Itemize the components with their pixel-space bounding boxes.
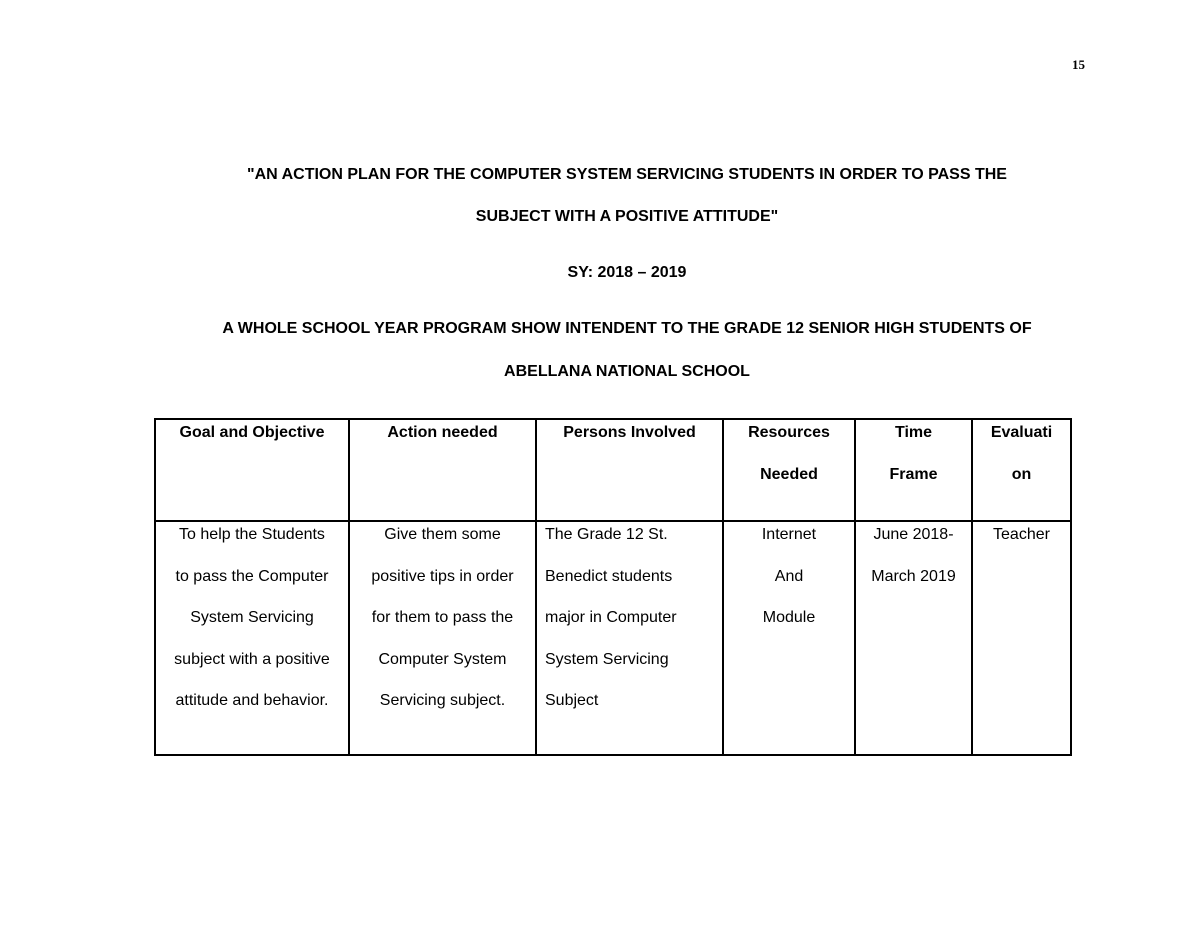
cell-time-frame [855, 521, 972, 755]
cell-text: System Servicing [190, 609, 314, 626]
cell-text: Teacher [993, 526, 1050, 543]
cell-text: for them to pass the [371, 609, 514, 626]
school-year: SY: 2018 – 2019 [567, 264, 687, 281]
cell-text: subject with a positive [174, 650, 330, 668]
title-line-2: SUBJECT WITH A POSITIVE ATTITUDE" [475, 208, 779, 225]
cell-text: major in Computer [545, 609, 677, 626]
cell-text: June 2018- [873, 526, 954, 543]
header-goal-objective [155, 419, 349, 521]
header-persons-involved [536, 419, 723, 521]
cell-text: And [774, 567, 804, 585]
cell-resources-needed [723, 521, 855, 755]
cell-persons-involved [536, 521, 723, 755]
cell-text: Benedict students [545, 567, 673, 585]
cell-evaluation [972, 521, 1071, 755]
header-text: Frame [889, 465, 938, 483]
cell-text: Subject [545, 692, 599, 709]
page-number: 15 [1072, 57, 1085, 72]
header-text: Resources [748, 424, 830, 441]
cell-text: March 2019 [871, 567, 956, 585]
action-plan-table [154, 418, 1072, 756]
cell-text: Servicing subject. [379, 692, 506, 709]
cell-text: attitude and behavior. [175, 692, 329, 709]
header-resources-needed [723, 419, 855, 521]
cell-text: Give them some [384, 526, 501, 543]
header-text: Persons Involved [563, 424, 696, 441]
subtitle-line-1: A WHOLE SCHOOL YEAR PROGRAM SHOW INTENDENT TO THE GRADE 12 SENIOR HIGH STUDENTS OF [222, 320, 1032, 337]
header-text: Goal and Objective [179, 424, 325, 441]
header-text: on [1011, 465, 1032, 483]
header-action-needed [349, 419, 536, 521]
cell-text: to pass the Computer [175, 567, 329, 585]
table-row [155, 521, 1071, 755]
table-header-row [155, 419, 1071, 521]
title-line-1: "AN ACTION PLAN FOR THE COMPUTER SYSTEM SERVICING STUDENTS IN ORDER TO PASS THE [247, 166, 1007, 183]
cell-text: positive tips in order [371, 567, 514, 585]
cell-text: Module [762, 609, 816, 626]
header-time-frame [855, 419, 972, 521]
cell-text: Internet [761, 526, 817, 543]
header-text: Needed [760, 465, 818, 483]
cell-text: System Servicing [545, 650, 669, 668]
cell-text: Computer System [378, 650, 507, 668]
header-text: Action needed [387, 424, 498, 441]
cell-action-needed [349, 521, 536, 755]
header-text: Time [894, 424, 933, 441]
cell-text: The Grade 12 St. [545, 526, 668, 543]
header-evaluation [972, 419, 1071, 521]
cell-goal-objective [155, 521, 349, 755]
subtitle-line-2: ABELLANA NATIONAL SCHOOL [504, 363, 750, 380]
header-text: Evaluati [990, 424, 1053, 441]
cell-text: To help the Students [179, 526, 325, 543]
